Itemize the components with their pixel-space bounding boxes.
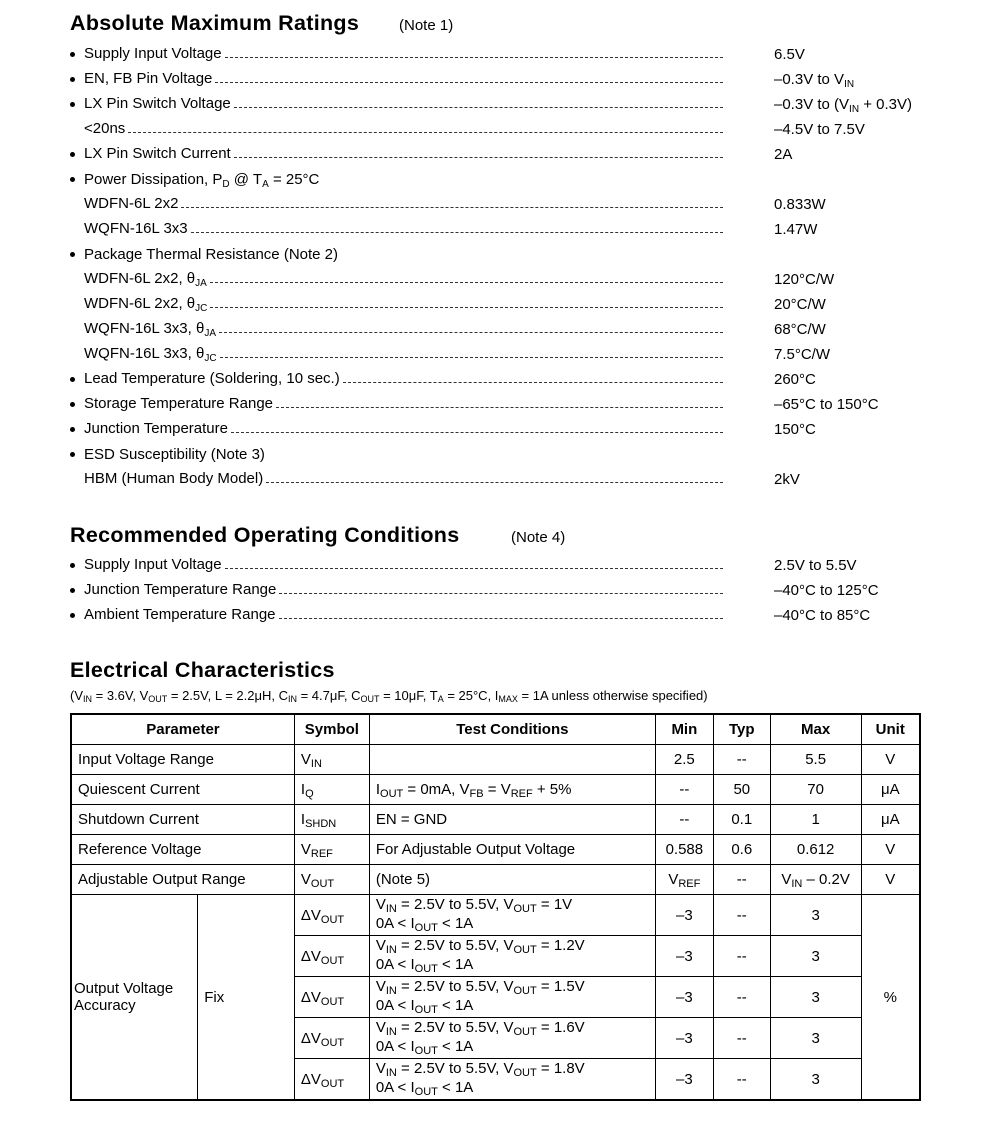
amr-row xyxy=(70,44,940,69)
bullet-icon xyxy=(70,152,75,157)
bullet-icon xyxy=(70,402,75,407)
bullet-icon xyxy=(70,52,75,57)
amr-leader xyxy=(84,471,723,487)
bullet-icon xyxy=(70,177,75,182)
dot-leader xyxy=(210,282,723,283)
amr-label: LX Pin Switch Voltage xyxy=(84,96,234,112)
roc-leader xyxy=(84,582,723,598)
amr-title: Absolute Maximum Ratings xyxy=(70,11,360,35)
symbol-cell: $V_{OUT}$ xyxy=(294,865,369,895)
dot-leader xyxy=(215,82,723,83)
amr-leader xyxy=(84,121,723,137)
test-cell: (Note 5) xyxy=(369,865,655,895)
amr-leader xyxy=(84,221,723,237)
dot-leader xyxy=(279,593,723,594)
roc-label: Junction Temperature Range xyxy=(84,582,279,598)
max-cell: $V_{IN} - 0.2V$ xyxy=(770,865,861,895)
dot-leader xyxy=(234,157,723,158)
param-cell: Adjustable Output Range xyxy=(71,865,294,895)
typ-cell: -- xyxy=(713,1059,770,1101)
symbol-cell: $V_{IN}$ xyxy=(294,745,369,775)
table-row xyxy=(71,895,920,936)
roc-row xyxy=(70,580,940,605)
amr-label: WDFN-6L 2x2, $\theta_{JC}$ xyxy=(84,296,210,312)
amr-row xyxy=(70,444,940,469)
amr-row xyxy=(70,219,940,244)
amr-label: WQFN-16L 3x3, $\theta_{JC}$ xyxy=(84,346,220,362)
roc-value: –40°C to 125°C xyxy=(774,582,879,599)
roc-leader xyxy=(84,607,723,623)
dot-leader xyxy=(225,57,723,58)
ec-title: Electrical Characteristics xyxy=(70,658,335,682)
typ-cell: 0.1 xyxy=(713,805,770,835)
symbol-cell: $V_{REF}$ xyxy=(294,835,369,865)
dot-leader xyxy=(219,332,723,333)
test-line: $V_{IN} = 2.5V$ to 5.5V, $V_{OUT} = 1.8V$ xyxy=(375,1060,585,1079)
max-cell: 3 xyxy=(770,936,861,977)
amr-value: –4.5V to 7.5V xyxy=(774,121,865,138)
roc-row xyxy=(70,605,940,630)
amr-row xyxy=(70,369,940,394)
header-parameter: Parameter xyxy=(71,714,294,745)
amr-leader xyxy=(84,321,723,337)
table-row xyxy=(71,805,920,835)
min-cell: $V_{REF}$ xyxy=(655,865,713,895)
amr-label: Package Thermal Resistance (Note 2) xyxy=(84,246,339,263)
roc-value: –40°C to 85°C xyxy=(774,607,871,624)
bullet-icon xyxy=(70,588,75,593)
dot-leader xyxy=(181,207,723,208)
amr-leader xyxy=(84,196,723,212)
test-line: $0A < I_{OUT} < 1A$ xyxy=(375,1079,474,1098)
amr-leader xyxy=(84,271,723,287)
symbol-cell: $I_Q$ xyxy=(294,775,369,805)
amr-leader xyxy=(84,96,723,112)
amr-label: <20ns xyxy=(84,121,128,137)
ec-conditions: ($V_{IN} = 3.6V$, $V_{OUT} = 2.5V$, L = 2.2μH, $C_{IN} = 4.7\mu F$, $C_{OUT} = 10\mu F$, $T_A = 25^\circ C$, $I_{MAX} = 1A$ unless otherwise specified) xyxy=(70,688,708,704)
min-cell: -- xyxy=(655,775,713,805)
amr-leader xyxy=(84,296,723,312)
amr-label: WDFN-6L 2x2 xyxy=(84,196,181,212)
test-cell xyxy=(369,1059,655,1101)
amr-value: 0.833W xyxy=(774,196,826,213)
bullet-icon xyxy=(70,427,75,432)
symbol-cell: $\Delta V_{OUT}$ xyxy=(294,936,369,977)
dot-leader xyxy=(231,432,723,433)
dot-leader xyxy=(191,232,723,233)
test-line: $V_{IN} = 2.5V$ to 5.5V, $V_{OUT} = 1.2V$ xyxy=(375,937,585,956)
dot-leader xyxy=(279,618,724,619)
test-cell xyxy=(369,936,655,977)
test-line: $0A < I_{OUT} < 1A$ xyxy=(375,956,474,975)
amr-row xyxy=(70,419,940,444)
symbol-cell: $\Delta V_{OUT}$ xyxy=(294,1018,369,1059)
amr-leader xyxy=(84,346,723,362)
param-cell: Reference Voltage xyxy=(71,835,294,865)
bullet-icon xyxy=(70,377,75,382)
amr-label: ESD Susceptibility (Note 3) xyxy=(84,446,265,463)
header-unit: Unit xyxy=(861,714,920,745)
subparam-cell: Fix xyxy=(198,895,295,1101)
min-cell: 0.588 xyxy=(655,835,713,865)
test-line: $V_{IN} = 2.5V$ to 5.5V, $V_{OUT} = 1.6V$ xyxy=(375,1019,585,1038)
amr-value: 68°C/W xyxy=(774,321,826,338)
ec-table xyxy=(70,713,921,1101)
amr-row xyxy=(70,244,940,269)
unit-cell: V xyxy=(861,745,920,775)
typ-cell: -- xyxy=(713,865,770,895)
header-symbol: Symbol xyxy=(294,714,369,745)
amr-value: 2A xyxy=(774,146,793,163)
amr-value: –0.3V to $V_{IN}$ xyxy=(774,71,855,90)
unit-cell: % xyxy=(861,895,920,1101)
roc-title: Recommended Operating Conditions xyxy=(70,523,460,547)
amr-row xyxy=(70,344,940,369)
dot-leader xyxy=(343,382,723,383)
max-cell: 70 xyxy=(770,775,861,805)
roc-note: (Note 4) xyxy=(511,529,566,546)
min-cell: –3 xyxy=(655,977,713,1018)
test-cell: EN = GND xyxy=(369,805,655,835)
roc-value: 2.5V to 5.5V xyxy=(774,557,857,574)
typ-cell: -- xyxy=(713,895,770,936)
typ-cell: -- xyxy=(713,936,770,977)
amr-value: 2kV xyxy=(774,471,800,488)
min-cell: –3 xyxy=(655,895,713,936)
max-cell: 3 xyxy=(770,1018,861,1059)
param-cell: Quiescent Current xyxy=(71,775,294,805)
table-row xyxy=(71,745,920,775)
amr-row xyxy=(70,194,940,219)
symbol-cell: $\Delta V_{OUT}$ xyxy=(294,1059,369,1101)
amr-label: Storage Temperature Range xyxy=(84,396,276,412)
dot-leader xyxy=(266,482,723,483)
amr-label: LX Pin Switch Current xyxy=(84,146,234,162)
amr-label: WDFN-6L 2x2, $\theta_{JA}$ xyxy=(84,271,210,287)
amr-note: (Note 1) xyxy=(399,17,454,34)
table-row xyxy=(71,835,920,865)
dot-leader xyxy=(210,307,723,308)
table-row xyxy=(71,775,920,805)
amr-value: 1.47W xyxy=(774,221,818,238)
amr-row xyxy=(70,294,940,319)
amr-row xyxy=(70,94,940,119)
min-cell: –3 xyxy=(655,1059,713,1101)
dot-leader xyxy=(225,568,723,569)
header-min: Min xyxy=(655,714,713,745)
header-max: Max xyxy=(770,714,861,745)
amr-value: 120°C/W xyxy=(774,271,835,288)
amr-label: EN, FB Pin Voltage xyxy=(84,71,215,87)
amr-value: 6.5V xyxy=(774,46,805,63)
symbol-cell: $I_{SHDN}$ xyxy=(294,805,369,835)
typ-cell: -- xyxy=(713,745,770,775)
min-cell: –3 xyxy=(655,1018,713,1059)
bullet-icon xyxy=(70,77,75,82)
unit-cell: V xyxy=(861,865,920,895)
test-cell: $I_{OUT} = 0mA$, $V_{FB} = V_{REF} + 5\%$ xyxy=(369,775,655,805)
roc-row xyxy=(70,555,940,580)
min-cell: 2.5 xyxy=(655,745,713,775)
bullet-icon xyxy=(70,613,75,618)
min-cell: –3 xyxy=(655,936,713,977)
amr-row xyxy=(70,169,940,194)
bullet-icon xyxy=(70,563,75,568)
amr-leader xyxy=(84,396,723,412)
roc-label: Ambient Temperature Range xyxy=(84,607,279,623)
amr-row xyxy=(70,69,940,94)
amr-label: Lead Temperature (Soldering, 10 sec.) xyxy=(84,371,343,387)
test-cell xyxy=(369,895,655,936)
unit-cell: μA xyxy=(861,775,920,805)
amr-leader xyxy=(84,371,723,387)
bullet-icon xyxy=(70,452,75,457)
amr-label: Power Dissipation, $P_D$ @ $T_A = 25^\circ C$ xyxy=(84,171,320,190)
test-line: $0A < I_{OUT} < 1A$ xyxy=(375,1038,474,1057)
amr-value: 150°C xyxy=(774,421,816,438)
amr-label: Supply Input Voltage xyxy=(84,46,225,62)
amr-label: WQFN-16L 3x3, $\theta_{JA}$ xyxy=(84,321,219,337)
max-cell: 3 xyxy=(770,977,861,1018)
bullet-icon xyxy=(70,102,75,107)
table-row xyxy=(71,865,920,895)
unit-cell: μA xyxy=(861,805,920,835)
roc-label: Supply Input Voltage xyxy=(84,557,225,573)
typ-cell: -- xyxy=(713,1018,770,1059)
max-cell: 3 xyxy=(770,1059,861,1101)
amr-leader xyxy=(84,71,723,87)
param-cell: Output Voltage Accuracy xyxy=(71,895,198,1101)
test-line: $0A < I_{OUT} < 1A$ xyxy=(375,915,474,934)
amr-value: –65°C to 150°C xyxy=(774,396,879,413)
bullet-icon xyxy=(70,252,75,257)
test-line: $0A < I_{OUT} < 1A$ xyxy=(375,997,474,1016)
amr-row xyxy=(70,119,940,144)
test-cell xyxy=(369,1018,655,1059)
amr-row xyxy=(70,269,940,294)
test-cell xyxy=(369,745,655,775)
amr-leader xyxy=(84,421,723,437)
symbol-cell: $\Delta V_{OUT}$ xyxy=(294,895,369,936)
amr-value: 7.5°C/W xyxy=(774,346,831,363)
max-cell: 0.612 xyxy=(770,835,861,865)
amr-label: Junction Temperature xyxy=(84,421,231,437)
amr-row xyxy=(70,319,940,344)
param-cell: Shutdown Current xyxy=(71,805,294,835)
test-line: $V_{IN} = 2.5V$ to 5.5V, $V_{OUT} = 1V$ xyxy=(375,896,573,915)
typ-cell: -- xyxy=(713,977,770,1018)
amr-row xyxy=(70,469,940,494)
amr-row xyxy=(70,394,940,419)
amr-leader xyxy=(84,46,723,62)
ec-header-row xyxy=(71,714,920,745)
header-test-conditions: Test Conditions xyxy=(369,714,655,745)
max-cell: 1 xyxy=(770,805,861,835)
unit-cell: V xyxy=(861,835,920,865)
amr-value: 260°C xyxy=(774,371,816,388)
test-cell xyxy=(369,977,655,1018)
test-line: $V_{IN} = 2.5V$ to 5.5V, $V_{OUT} = 1.5V$ xyxy=(375,978,585,997)
max-cell: 3 xyxy=(770,895,861,936)
amr-label: HBM (Human Body Model) xyxy=(84,471,266,487)
param-cell: Input Voltage Range xyxy=(71,745,294,775)
amr-leader xyxy=(84,146,723,162)
typ-cell: 0.6 xyxy=(713,835,770,865)
amr-row xyxy=(70,144,940,169)
max-cell: 5.5 xyxy=(770,745,861,775)
amr-value: –0.3V to $(V_{IN} + 0.3V)$ xyxy=(774,96,912,115)
amr-value: 20°C/W xyxy=(774,296,826,313)
amr-label: WQFN-16L 3x3 xyxy=(84,221,191,237)
symbol-cell: $\Delta V_{OUT}$ xyxy=(294,977,369,1018)
min-cell: -- xyxy=(655,805,713,835)
dot-leader xyxy=(276,407,723,408)
test-cell: For Adjustable Output Voltage xyxy=(369,835,655,865)
header-typ: Typ xyxy=(713,714,770,745)
dot-leader xyxy=(234,107,723,108)
dot-leader xyxy=(128,132,723,133)
dot-leader xyxy=(220,357,723,358)
typ-cell: 50 xyxy=(713,775,770,805)
roc-leader xyxy=(84,557,723,573)
